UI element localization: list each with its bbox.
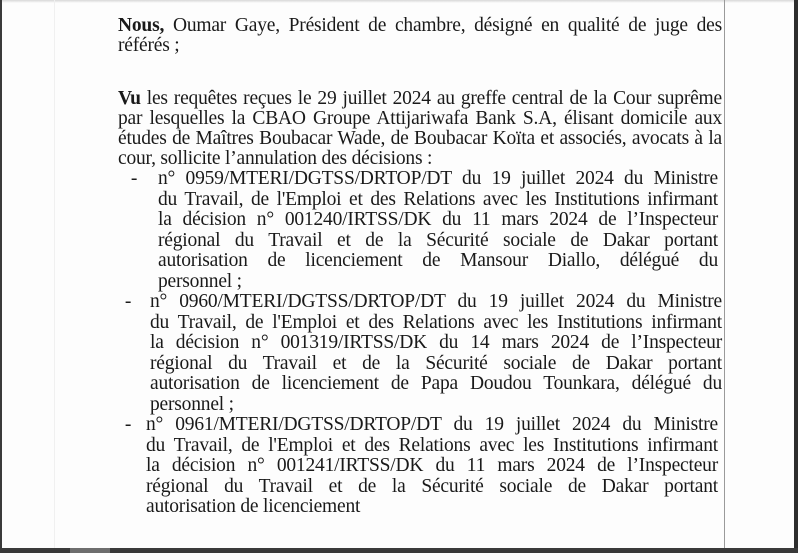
decisions-list (118, 169, 722, 518)
intro-paragraph (118, 16, 722, 56)
document-page (118, 16, 722, 518)
vu-line-3: études de Maîtres Boubacar Wade, de Boubacar Koïta et associés, avocats à la (118, 128, 722, 149)
vu-paragraph (118, 89, 722, 169)
decision-item-0959: - n° 0959/MTERI/DGTSS/DRTOP/DT du 19 juillet 2024 du Ministre du Travail, de l'Emploi et des Relations avec les Institutions infirmant la décision n° 001240/IRTSS/DK du 11 mars 2024 de l’Inspecteur régional du Travail et de la Sécurité sociale de Dakar portant autorisation de licenciement de Mansour Diallo, délégué du personnel ; (144, 169, 718, 292)
list-dash: - (124, 291, 132, 312)
right-border (794, 0, 798, 553)
bottom-bar-segment (70, 548, 110, 553)
vu-line-1: Vu les requêtes reçues le 29 juillet 2024 au greffe central de la Cour suprême (118, 88, 722, 109)
decision-item-0960: - n° 0960/MTERI/DGTSS/DRTOP/DT du 19 juillet 2024 du Ministre du Travail, de l'Emploi et des Relations avec les Institutions infirmant la décision n° 001319/IRTSS/DK du 14 mars 2024 de l’Inspecteur régional du Travail et de la Sécurité sociale de Dakar portant autorisation de licenciement de Papa Doudou Tounkara, délégué du personnel ; (126, 292, 722, 415)
vu-line-2: par lesquelles la CBAO Groupe Attijariwafa Bank S.A, élisant domicile aux (118, 108, 722, 129)
intro-lead: Nous, (118, 15, 165, 36)
decision-item-0961: - n° 0961/MTERI/DGTSS/DRTOP/DT du 19 juillet 2024 du Ministre du Travail, de l'Emploi et des Relations avec les Institutions infirmant la décision n° 001241/IRTSS/DK du 11 mars 2024 de l’Inspecteur régional du Travail et de la Sécurité sociale de Dakar portant autorisation de licenciement (126, 415, 718, 518)
left-border (0, 0, 2, 553)
intro-line-2: référés ; (118, 35, 180, 56)
vu-lead: Vu (118, 88, 141, 109)
top-shadow (0, 0, 798, 3)
right-margin-line (724, 0, 725, 553)
bottom-bar (0, 548, 798, 553)
intro-line-1: Nous, Oumar Gaye, Président de chambre, désigné en qualité de juge des (118, 15, 722, 36)
list-dash: - (130, 168, 138, 189)
vu-line-4: cour, sollicite l’annulation des décisions : (118, 148, 433, 169)
list-dash: - (124, 414, 132, 435)
page-fold-line (54, 0, 55, 553)
